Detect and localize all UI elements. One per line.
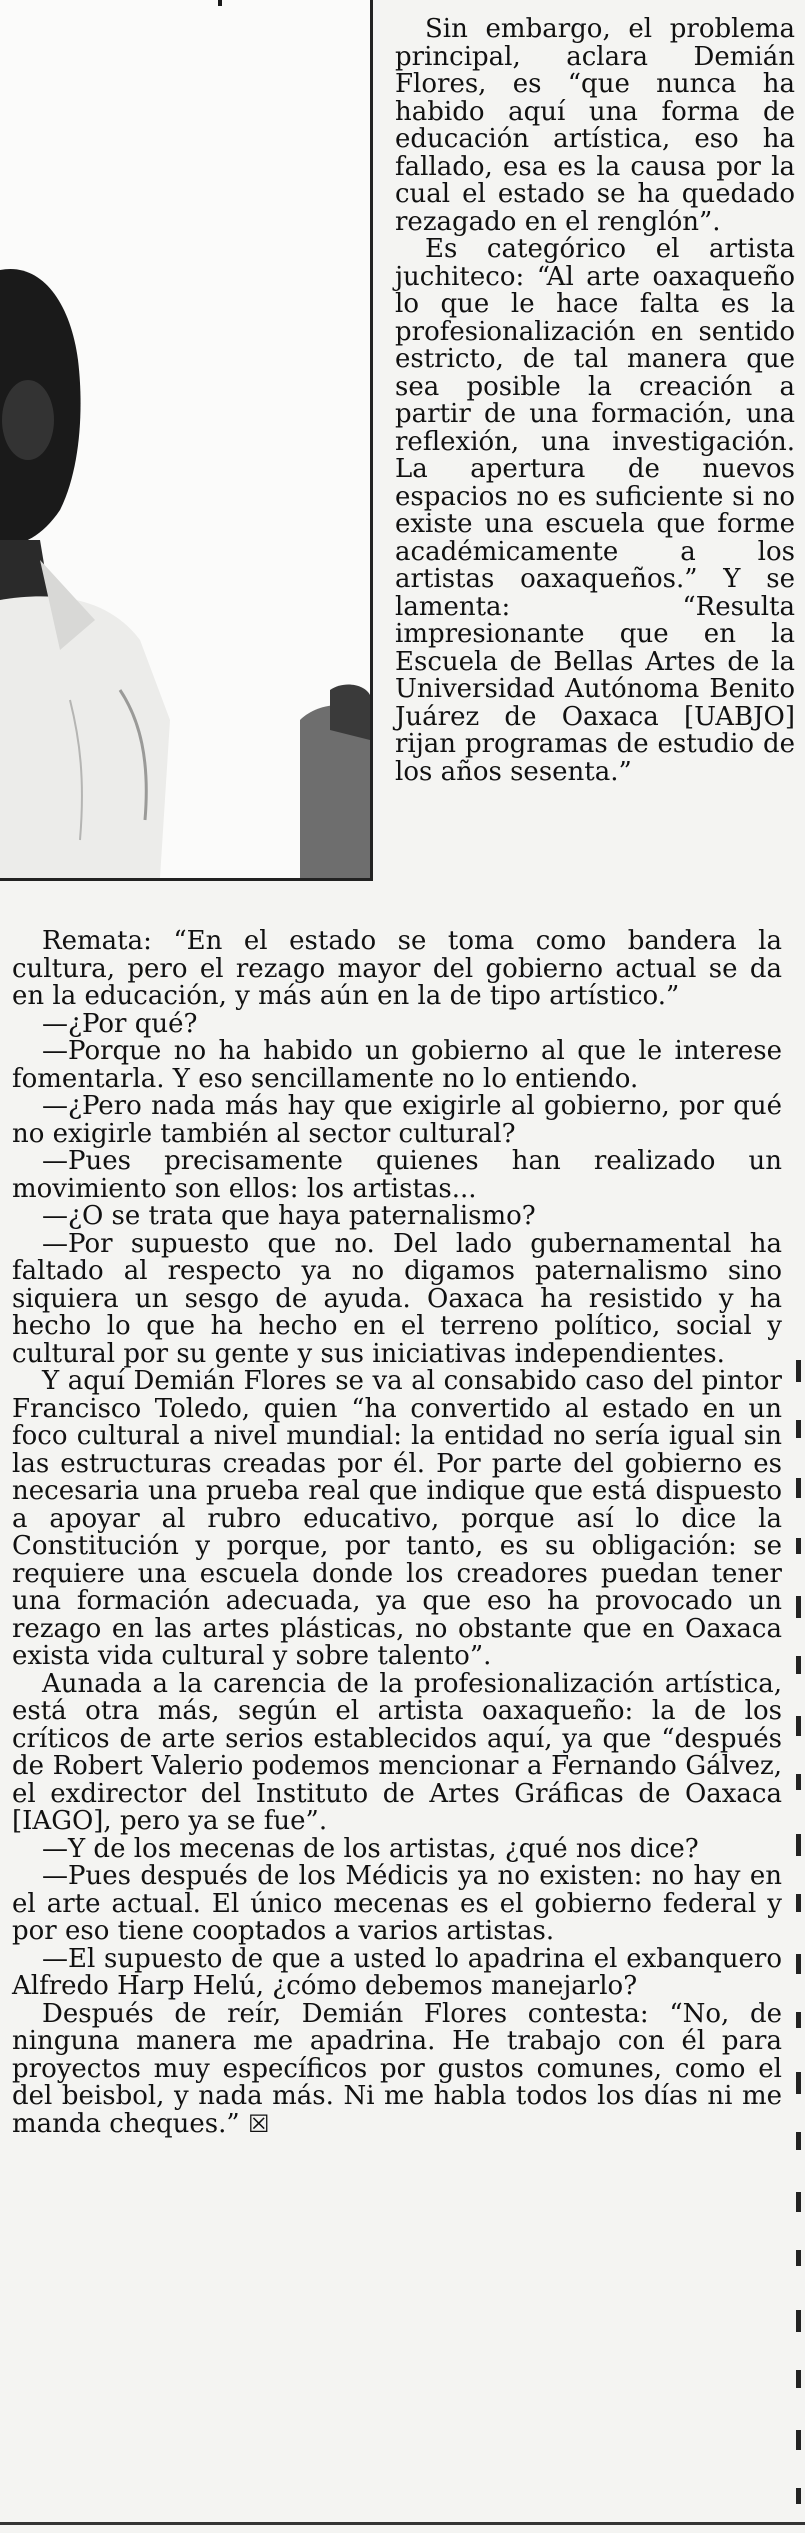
paragraph: Y aquí Demián Flores se va al consabido caso del pintor Francisco Toledo, quien “ha convertido al estado en un foco cultural a nivel mundial: la entidad no sería igual sin las estructuras creadas por él. Por parte del gobierno es necesaria una prueba real que indique que está dispuesto a apoyar al rubro educativo, porque así lo dice la Constitución y porque, por tanto, es su obligación: se requiere una escuela donde los creadores puedan tener una formación adecuada, ya que eso ha provocado un rezago en las artes plásticas, no obstante que en Oaxaca exista vida cultural y sobre talento”. <box>12 1366 782 1671</box>
dialogue-line: —Pues después de los Médicis ya no existen: no hay en el arte actual. El único mecenas es el gobierno federal y por eso tiene cooptados a varios artistas. <box>12 1861 782 1946</box>
end-of-article-icon: ☒ <box>247 2109 270 2138</box>
article-column-top <box>395 16 795 786</box>
paragraph: Remata: “En el estado se toma como bandera la cultura, pero el rezago mayor del gobierno actual se da en la educación, y más aún en la de tipo artístico.” <box>12 926 782 1011</box>
article-column-full <box>12 928 782 2138</box>
dialogue-line: —Por supuesto que no. Del lado gubernamental ha faltado al respecto ya no digamos paternalismo sino siquiera un sesgo de ayuda. Oaxaca ha resistido y ha hecho lo que ha hecho en el terreno político, social y cultural por su gente y sus iniciativas independientes. <box>12 1228 782 1369</box>
portrait-photo <box>0 0 373 881</box>
cropped-column-edge <box>792 1360 805 2520</box>
paragraph <box>12 1998 782 2139</box>
dialogue-line: —Pues precisamente quienes han realizado un movimiento son ellos: los artistas... <box>12 1146 782 1204</box>
dialogue-line: —¿Pero nada más hay que exigirle al gobierno, por qué no exigirle también al sector cultural? <box>12 1091 782 1149</box>
dialogue-line: —El supuesto de que a usted lo apadrina el exbanquero Alfredo Harp Helú, ¿cómo debemos manejarlo? <box>12 1943 782 2001</box>
dialogue-line: —¿O se trata que haya paternalismo? <box>42 1201 536 1231</box>
dialogue-line: —Y de los mecenas de los artistas, ¿qué nos dice? <box>42 1833 699 1864</box>
dialogue-line: —Porque no ha habido un gobierno al que le interese fomentarla. Y eso sencillamente no lo entiendo. <box>12 1036 782 1094</box>
paragraph: Es categórico el artista juchiteco: “Al arte oaxaqueño lo que le hace falta es la profesionalización en sentido estricto, de tal manera que sea posible la creación a partir de una formación, una reflexión, una investigación. La apertura de nuevos espacios no es suficiente si no existe una escuela que forme académicamente a los artistas oaxaqueños.” Y se lamenta: “Resulta impresionante que en la Escuela de Bellas Artes de la Universidad Autónoma Benito Juárez de Oaxaca [UABJO] rijan programas de estudio de los años sesenta.” <box>395 234 795 787</box>
closing-paragraph-text: Después de reír, Demián Flores contesta: “No, de ninguna manera me apadrina. He trabajo con él para proyectos muy específicos por gustos comunes, como el del beisbol, y nada más. Ni me habla todos los días ni me manda cheques.” <box>12 1998 782 2139</box>
dialogue-line: —¿Por qué? <box>42 1008 198 1039</box>
paragraph: Sin embargo, el problema principal, aclara Demián Flores, es “que nunca ha habido aquí una forma de educación artística, eso ha fallado, esa es la causa por la cual el estado se ha quedado rezagado en el renglón”. <box>395 14 795 237</box>
paragraph: Aunada a la carencia de la profesionalización artística, está otra más, según el artista oaxaqueño: la de los críticos de arte serios establecidos aquí, ya que “después de Robert Valerio podemos mencionar a Fernando Gálvez, el exdirector del Instituto de Artes Gráficas de Oaxaca [IAGO], pero ya se fue”. <box>12 1668 782 1836</box>
bottom-rule <box>0 2522 805 2525</box>
